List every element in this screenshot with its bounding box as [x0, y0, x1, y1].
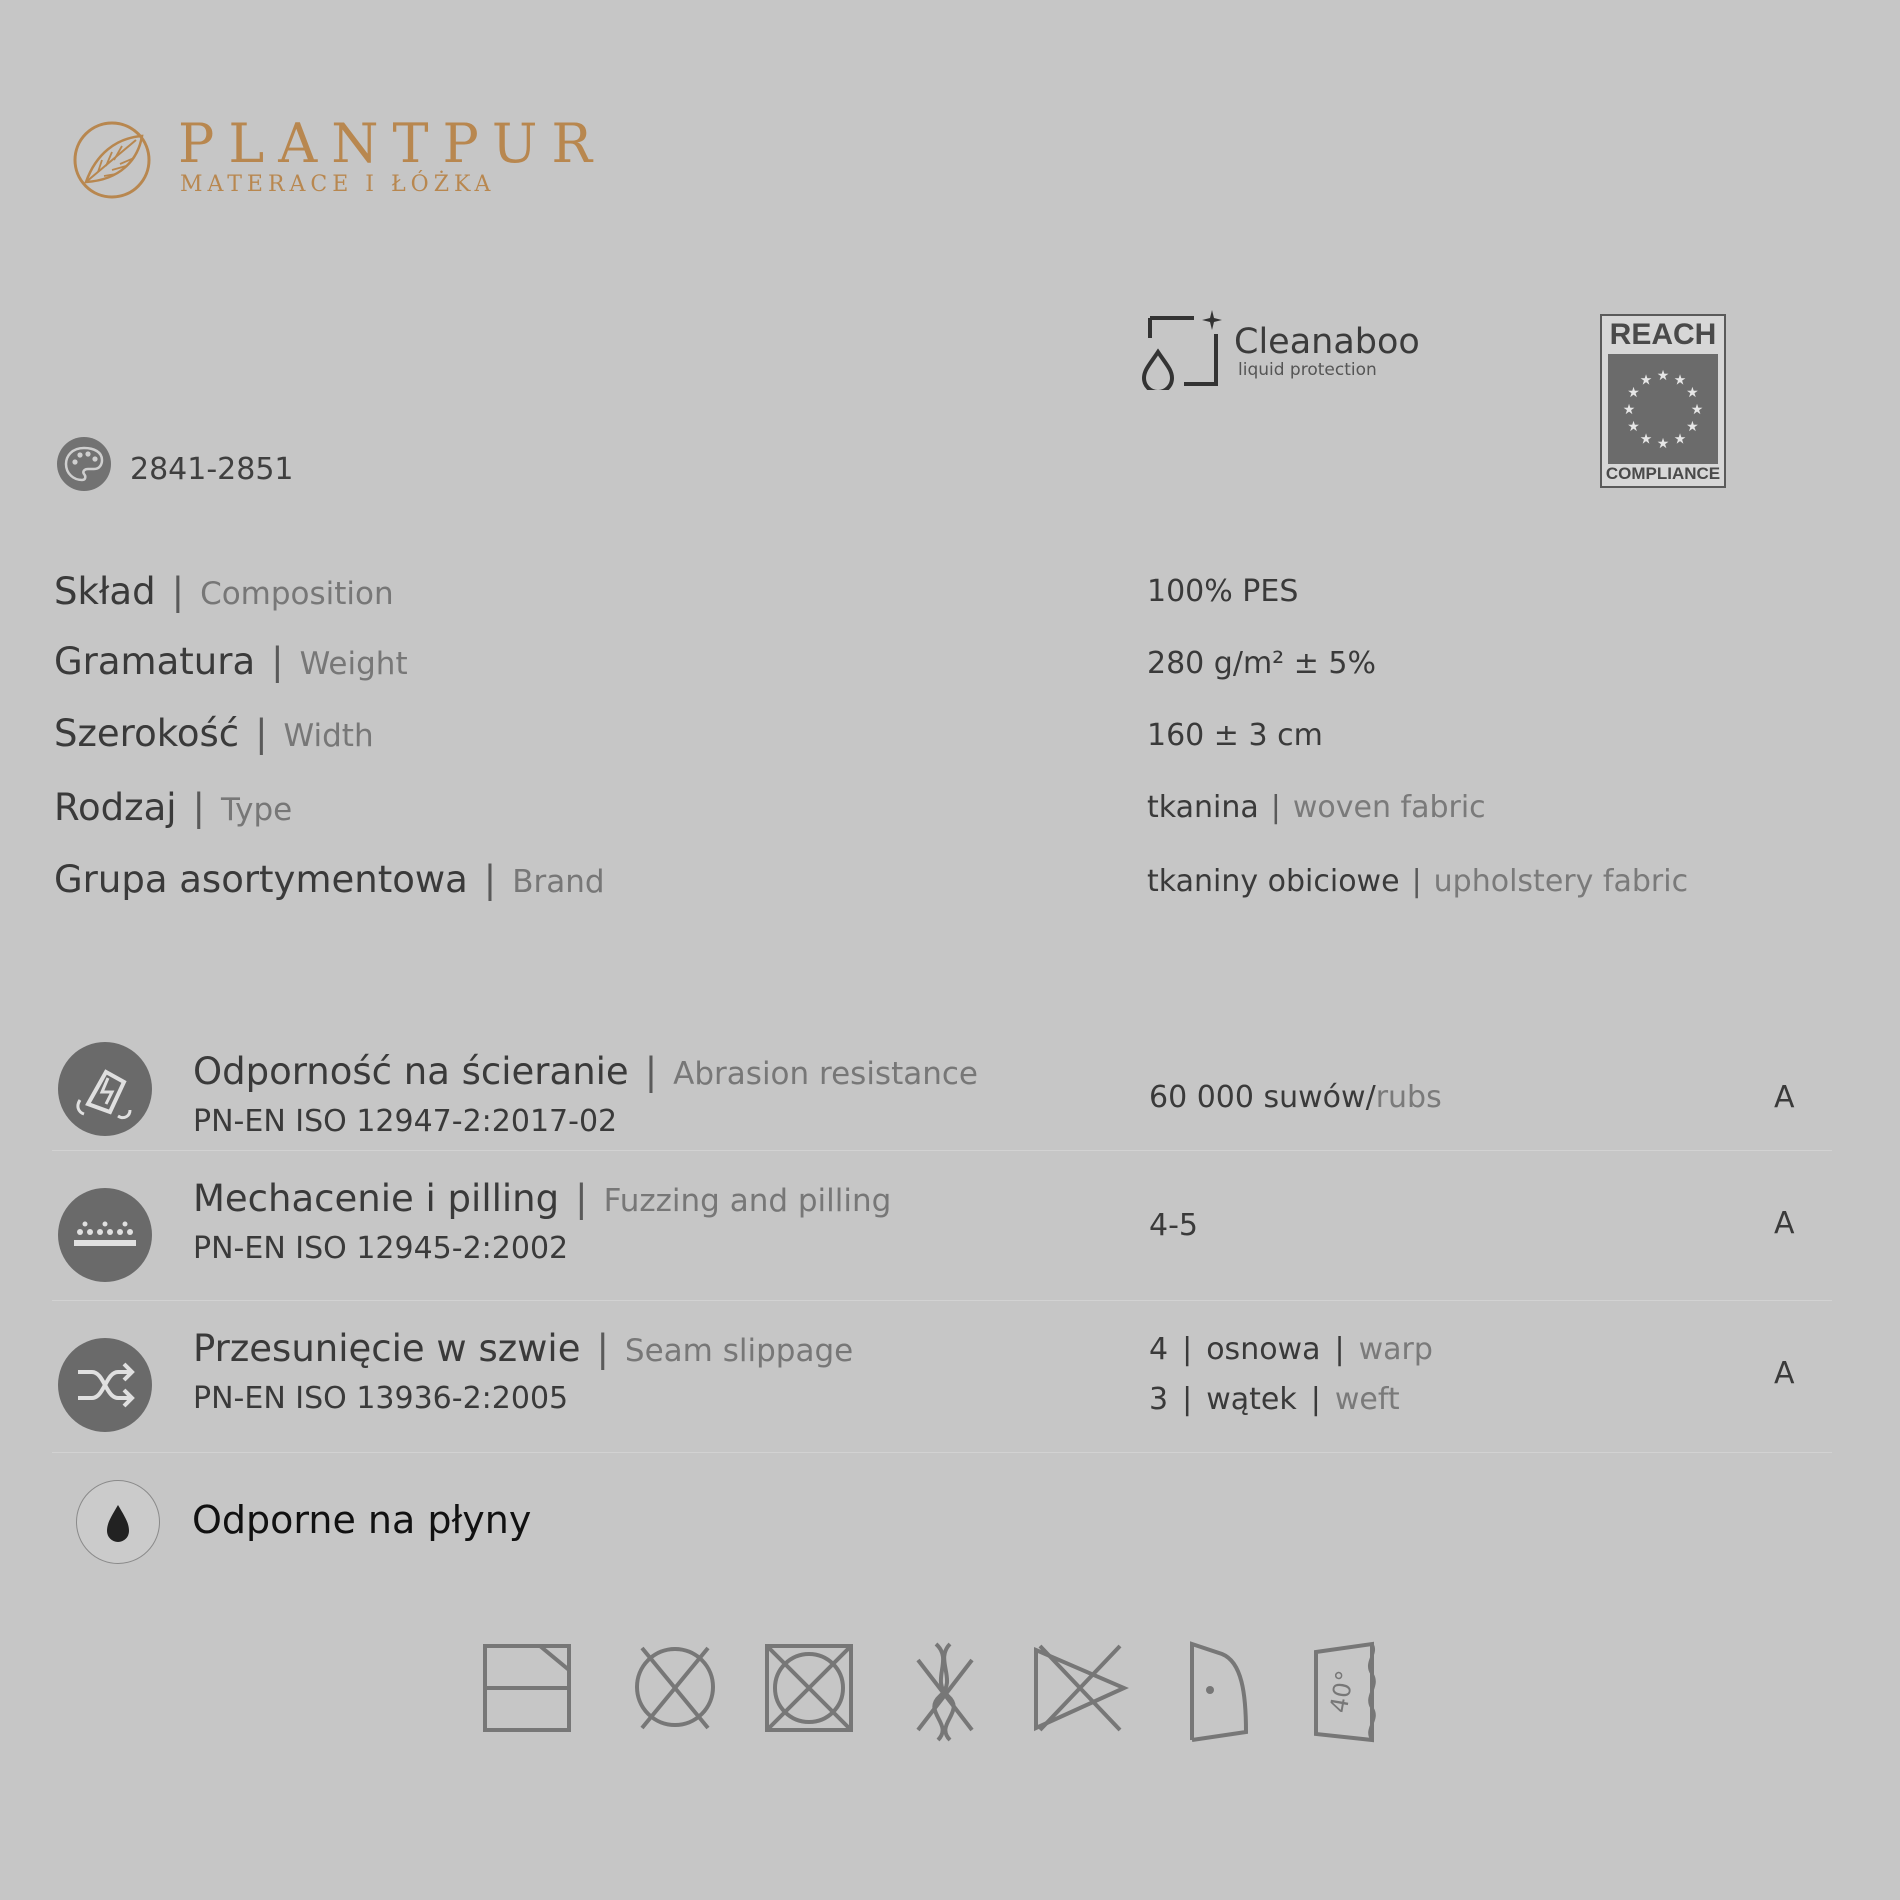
- eu-star: ★: [1690, 402, 1704, 418]
- eu-star: ★: [1656, 436, 1670, 452]
- tumble-dry-flat-icon: [480, 1640, 574, 1738]
- wash-40-icon: [1308, 1640, 1384, 1748]
- liquid-resistant-label: Odporne na płyny: [192, 1498, 532, 1542]
- care-symbols: [470, 1640, 1390, 1750]
- eu-star: ★: [1673, 372, 1687, 389]
- test-title-pilling: Mechacenie i pilling | Fuzzing and pilling: [193, 1177, 892, 1220]
- spec-label-composition: Skład | Composition: [54, 570, 394, 613]
- eu-star: ★: [1627, 419, 1640, 435]
- cleanaboo-name: Cleanaboo: [1234, 322, 1420, 362]
- no-dry-clean-icon: [628, 1640, 722, 1738]
- no-tumble-dry-icon: [762, 1640, 856, 1738]
- cleanaboo-icon: [1138, 308, 1228, 394]
- row-divider: [52, 1452, 1832, 1453]
- cleanaboo-subtitle: liquid protection: [1238, 360, 1377, 380]
- abrasion-icon: [58, 1042, 152, 1136]
- test-norm-pilling: PN-EN ISO 12945-2:2002: [193, 1231, 569, 1266]
- eu-star: ★: [1627, 385, 1640, 401]
- reach-title: REACH: [1609, 318, 1717, 351]
- no-bleach-icon: [1030, 1640, 1130, 1738]
- spec-label-width: Szerokość | Width: [54, 712, 374, 755]
- wash-temp-label: 40°: [1324, 1668, 1360, 1716]
- shuffle-icon: [58, 1338, 152, 1432]
- spec-value-brand: tkaniny obiciowe | upholstery fabric: [1147, 864, 1689, 899]
- eu-star: ★: [1656, 368, 1670, 384]
- palette-icon: [56, 436, 112, 496]
- eu-star: ★: [1622, 402, 1636, 418]
- row-divider: [52, 1300, 1832, 1301]
- test-norm-abrasion: PN-EN ISO 12947-2:2017-02: [193, 1104, 618, 1139]
- eu-star: ★: [1686, 419, 1699, 435]
- reach-compliance-badge: [1600, 314, 1726, 488]
- no-wring-icon: [910, 1640, 980, 1748]
- test-result-pilling: 4-5: [1149, 1208, 1198, 1243]
- eu-stars-icon: [1608, 354, 1718, 464]
- eu-star: ★: [1673, 431, 1687, 448]
- iron-low-icon: [1186, 1640, 1256, 1748]
- brand-name: PLANTPUR: [178, 112, 607, 175]
- water-drop-icon: [76, 1480, 160, 1564]
- pilling-icon: [58, 1188, 152, 1282]
- spec-value-weight: 280 g/m² ± 5%: [1147, 646, 1376, 681]
- test-class-seam-slippage: A: [1774, 1356, 1795, 1391]
- brand-tagline: MATERACE I ŁÓŻKA: [180, 172, 496, 197]
- test-result-warp: 4 | osnowa | warp: [1149, 1332, 1433, 1367]
- spec-value-width: 160 ± 3 cm: [1147, 718, 1323, 753]
- spec-label-weight: Gramatura | Weight: [54, 640, 408, 683]
- test-class-pilling: A: [1774, 1206, 1795, 1241]
- spec-label-brand: Grupa asortymentowa | Brand: [54, 858, 605, 901]
- test-class-abrasion: A: [1774, 1080, 1795, 1115]
- spec-value-type: tkanina | woven fabric: [1147, 790, 1486, 825]
- color-code: 2841-2851: [130, 452, 294, 487]
- test-norm-seam-slippage: PN-EN ISO 13936-2:2005: [193, 1381, 569, 1416]
- row-divider: [52, 1150, 1832, 1151]
- eu-star: ★: [1639, 372, 1653, 389]
- spec-value-composition: 100% PES: [1147, 574, 1299, 609]
- test-title-abrasion: Odporność na ścieranie | Abrasion resistance: [193, 1050, 978, 1093]
- spec-label-type: Rodzaj | Type: [54, 786, 293, 829]
- brand-leaf-icon: [72, 120, 152, 204]
- test-result-abrasion: 60 000 suwów/rubs: [1149, 1080, 1442, 1115]
- test-result-weft: 3 | wątek | weft: [1149, 1382, 1400, 1417]
- reach-compliance-label: COMPLIANCE: [1605, 464, 1721, 483]
- eu-star: ★: [1639, 431, 1653, 448]
- test-title-seam-slippage: Przesunięcie w szwie | Seam slippage: [193, 1327, 854, 1370]
- eu-star: ★: [1686, 385, 1699, 401]
